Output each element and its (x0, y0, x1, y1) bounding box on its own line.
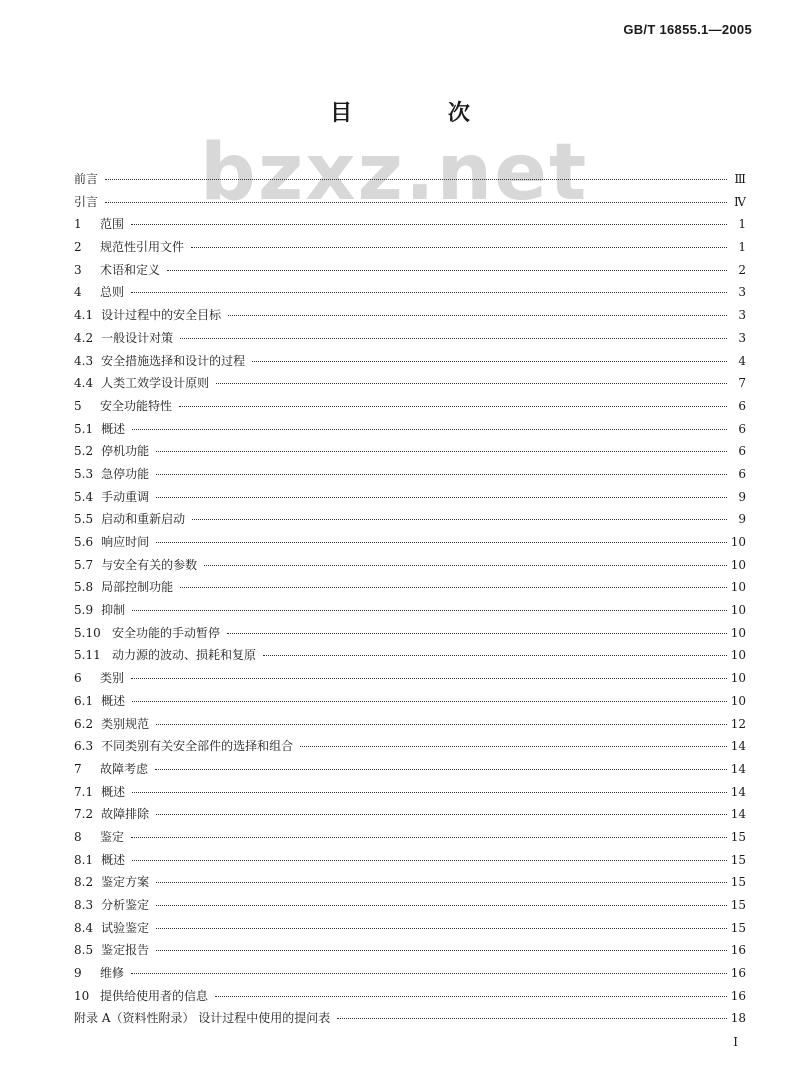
toc-entry-label: 启动和重新启动 (101, 512, 186, 527)
toc-entry-page: 1 (738, 240, 746, 255)
toc-leader-dots (180, 587, 727, 588)
toc-entry-page: 4 (738, 353, 746, 368)
toc-entry-number: 8.3 (74, 898, 94, 912)
toc-entry-label: 分析鉴定 (101, 898, 150, 912)
toc-entry-page: 15 (730, 829, 746, 844)
toc-entry[interactable] (74, 578, 746, 601)
toc-entry-label: 前言 (74, 172, 99, 186)
toc-entry-page: 10 (730, 535, 746, 549)
toc-entry-number: 7.1 (74, 784, 94, 799)
toc-entry-label: 局部控制功能 (101, 580, 174, 595)
toc-entry-label: 抑制 (101, 603, 126, 618)
toc-entry-page: 3 (738, 308, 746, 323)
toc-entry-number: 5.5 (74, 512, 94, 527)
toc-entry-page: 10 (730, 671, 746, 686)
toc-entry-page: 6 (738, 398, 746, 413)
toc-entry-number: 3 (74, 262, 82, 277)
toc-entry-page: 15 (730, 875, 746, 890)
toc-leader-dots (337, 1018, 727, 1019)
toc-entry-label: 停机功能 (101, 444, 150, 459)
toc-entry[interactable] (74, 919, 746, 942)
toc-entry[interactable] (74, 488, 746, 511)
toc-entry-page: 14 (730, 739, 746, 754)
toc-leader-dots (227, 633, 727, 634)
toc-leader-dots (156, 451, 727, 452)
toc-leader-dots (300, 746, 727, 747)
toc-entry-number: 4.1 (74, 308, 94, 323)
toc-leader-dots (228, 315, 727, 316)
toc-entry-page: 10 (730, 557, 746, 572)
toc-entry-number: 7 (74, 761, 82, 776)
toc-leader-dots (156, 542, 727, 543)
toc-entry-number: 6.1 (74, 693, 94, 708)
toc-entry-number: 5.4 (74, 489, 94, 504)
toc-entry[interactable] (74, 510, 746, 533)
toc-entry-number: 9 (74, 966, 82, 981)
toc-entry-label: 故障排除 (101, 807, 150, 822)
toc-entry[interactable] (74, 805, 746, 828)
toc-entry-label: 维修 (100, 966, 125, 981)
toc-entry-number: 5.1 (74, 421, 94, 436)
toc-leader-dots (156, 905, 727, 906)
toc-entry-page: 3 (738, 285, 746, 300)
toc-entry-page: 3 (738, 330, 746, 345)
toc-entry-label: 一般设计对策 (101, 330, 174, 345)
toc-leader-dots (132, 429, 727, 430)
toc-entry-page: 7 (738, 376, 746, 391)
toc-entry-number: 6.2 (74, 716, 94, 731)
toc-leader-dots (156, 928, 727, 929)
toc-entry-page: 10 (730, 603, 746, 618)
toc-entry[interactable] (74, 261, 746, 284)
toc-entry-page: 9 (738, 512, 746, 527)
toc-entry-label: 安全功能的手动暂停 (112, 625, 221, 640)
toc-entry-label: 人类工效学设计原则 (101, 376, 210, 391)
toc-leader-dots (216, 383, 727, 384)
toc-entry-number: 5.9 (74, 603, 94, 618)
toc-leader-dots (191, 247, 727, 248)
toc-entry-page: 2 (738, 262, 746, 277)
toc-leader-dots (131, 292, 727, 293)
toc-leader-dots (252, 361, 727, 362)
toc-leader-dots (180, 338, 727, 339)
toc-leader-dots (156, 474, 727, 475)
toc-entry-page: 16 (730, 943, 746, 958)
toc-entry-number: 5.8 (74, 580, 94, 595)
toc-entry-number: 2 (74, 240, 82, 255)
toc-entry-number: 5.2 (74, 444, 94, 459)
toc-entry[interactable] (74, 987, 746, 1010)
toc-entry-label: 与安全有关的参数 (101, 557, 198, 572)
toc-leader-dots (192, 519, 727, 520)
toc-entry-page: 14 (730, 807, 746, 822)
toc-entry-page: 10 (730, 648, 746, 663)
toc-entry-page: 1 (738, 217, 746, 232)
toc-entry-label: 鉴定报告 (101, 943, 150, 958)
toc-entry[interactable] (74, 215, 746, 238)
toc-entry-page: Ⅲ (734, 172, 746, 186)
toc-entry[interactable] (74, 374, 746, 397)
toc-entry-number: 8 (74, 829, 82, 844)
toc-entry-number: 5.7 (74, 557, 94, 572)
toc-entry-page: 14 (730, 784, 746, 799)
toc-entry[interactable] (74, 669, 746, 692)
toc-entry[interactable] (74, 601, 746, 624)
toc-entry[interactable] (74, 306, 746, 329)
toc-entry-label: 类别 (100, 671, 125, 686)
toc-leader-dots (156, 497, 727, 498)
toc-entry-label: 安全功能特性 (100, 398, 173, 413)
toc-entry-number: 4.2 (74, 330, 94, 345)
toc-entry-number: 8.1 (74, 852, 94, 867)
toc-leader-dots (105, 179, 727, 180)
toc-entry[interactable] (74, 170, 746, 193)
toc-entry[interactable] (74, 1009, 746, 1032)
toc-entry-label: 不同类别有关安全部件的选择和组合 (101, 739, 294, 754)
toc-entry-label: 概述 (101, 784, 126, 799)
toc-entry-page: 12 (730, 716, 746, 731)
toc-leader-dots (131, 837, 727, 838)
toc-leader-dots (131, 678, 727, 679)
toc-entry-label: 故障考虑 (100, 761, 149, 776)
toc-entry[interactable] (74, 964, 746, 987)
toc-leader-dots (204, 565, 727, 566)
toc-entry-label: 范围 (100, 217, 125, 232)
toc-entry-number: 5.6 (74, 535, 94, 549)
toc-leader-dots (155, 769, 727, 770)
toc-entry-number: 8.2 (74, 875, 94, 890)
toc-entry-page: 16 (730, 988, 746, 1003)
toc-entry-page: Ⅳ (734, 194, 746, 209)
toc-entry-label: 引言 (74, 194, 99, 209)
toc-entry[interactable] (74, 851, 746, 874)
toc-leader-dots (105, 202, 727, 203)
toc-entry-page: 16 (730, 966, 746, 981)
toc-entry[interactable] (74, 420, 746, 443)
toc-entry[interactable] (74, 193, 746, 216)
toc-entry[interactable] (74, 783, 746, 806)
toc-entry-page: 10 (730, 580, 746, 595)
toc-leader-dots (131, 224, 727, 225)
toc-entry-label: 安全措施选择和设计的过程 (101, 353, 246, 368)
toc-leader-dots (132, 792, 727, 793)
toc-leader-dots (156, 950, 727, 951)
toc-entry-number: 5.11 (74, 648, 101, 663)
toc-entry-page: 10 (730, 625, 746, 640)
toc-entry-label: 附录 A（资料性附录） 设计过程中使用的提问表 (74, 1011, 331, 1026)
toc-entry-label: 响应时间 (101, 535, 150, 549)
toc-entry-number: 4.3 (74, 353, 94, 368)
toc-entry-number: 8.4 (74, 920, 94, 935)
toc-leader-dots (167, 270, 727, 271)
toc-entry-label: 急停功能 (101, 466, 150, 481)
toc-entry-number: 8.5 (74, 943, 94, 958)
toc-entry[interactable] (74, 828, 746, 851)
toc-entry-label: 概述 (101, 852, 126, 867)
standard-code: GB/T 16855.1—2005 (623, 22, 752, 37)
toc-entry-label: 总则 (100, 285, 125, 300)
toc-entry[interactable] (74, 692, 746, 715)
toc-entry[interactable] (74, 760, 746, 783)
watermark: bzxz.net (200, 128, 589, 218)
toc-entry-label: 鉴定 (100, 829, 125, 844)
toc-entry-page: 10 (730, 693, 746, 708)
toc-entry-number: 1 (74, 217, 82, 232)
toc-entry[interactable] (74, 283, 746, 306)
page-number: Ⅰ (733, 1035, 738, 1049)
toc-entry-number: 6.3 (74, 739, 94, 754)
toc-leader-dots (156, 814, 727, 815)
toc-entry-number: 7.2 (74, 807, 94, 822)
table-of-contents (74, 170, 746, 1032)
toc-leader-dots (132, 610, 727, 611)
toc-entry-page: 14 (730, 761, 746, 776)
toc-entry-label: 规范性引用文件 (100, 240, 185, 255)
toc-entry[interactable] (74, 715, 746, 738)
toc-entry-page: 6 (738, 466, 746, 481)
toc-entry-number: 6 (74, 671, 82, 686)
toc-entry-number: 5 (74, 398, 82, 413)
toc-entry[interactable] (74, 533, 746, 556)
toc-entry-label: 类别规范 (101, 716, 150, 731)
toc-entry-label: 手动重调 (101, 489, 150, 504)
toc-entry[interactable] (74, 238, 746, 261)
toc-entry[interactable] (74, 465, 746, 488)
toc-leader-dots (132, 701, 727, 702)
toc-entry[interactable] (74, 329, 746, 352)
toc-leader-dots (131, 973, 727, 974)
toc-entry-number: 5.3 (74, 466, 94, 481)
toc-leader-dots (263, 655, 727, 656)
toc-leader-dots (132, 860, 727, 861)
toc-entry-label: 试验鉴定 (101, 920, 150, 935)
toc-entry[interactable] (74, 442, 746, 465)
toc-entry-page: 18 (730, 1011, 746, 1026)
toc-entry-page: 9 (738, 489, 746, 504)
toc-leader-dots (156, 882, 727, 883)
toc-entry[interactable] (74, 397, 746, 420)
toc-entry-page: 6 (738, 444, 746, 459)
toc-entry[interactable] (74, 873, 746, 896)
toc-entry[interactable] (74, 556, 746, 579)
toc-entry-label: 提供给使用者的信息 (100, 988, 209, 1003)
toc-leader-dots (179, 406, 727, 407)
toc-entry-page: 15 (730, 852, 746, 867)
toc-entry-label: 鉴定方案 (101, 875, 150, 890)
toc-entry-label: 术语和定义 (100, 262, 161, 277)
toc-entry-page: 15 (730, 920, 746, 935)
toc-entry[interactable] (74, 646, 746, 669)
toc-leader-dots (156, 724, 727, 725)
toc-entry-label: 概述 (101, 693, 126, 708)
page-title: 目 次 (330, 100, 514, 126)
toc-entry-number: 4.4 (74, 376, 94, 391)
toc-entry[interactable] (74, 352, 746, 375)
toc-entry[interactable] (74, 737, 746, 760)
toc-entry-number: 4 (74, 285, 82, 300)
toc-entry-page: 6 (738, 421, 746, 436)
toc-entry-number: 10 (74, 988, 90, 1003)
toc-entry[interactable] (74, 941, 746, 964)
toc-entry-label: 概述 (101, 421, 126, 436)
toc-entry-label: 动力源的波动、损耗和复原 (112, 648, 257, 663)
toc-entry-page: 15 (730, 898, 746, 912)
toc-entry[interactable] (74, 624, 746, 647)
toc-entry[interactable] (74, 896, 746, 919)
toc-entry-label: 设计过程中的安全目标 (101, 308, 222, 323)
toc-leader-dots (215, 996, 727, 997)
toc-entry-number: 5.10 (74, 625, 101, 640)
